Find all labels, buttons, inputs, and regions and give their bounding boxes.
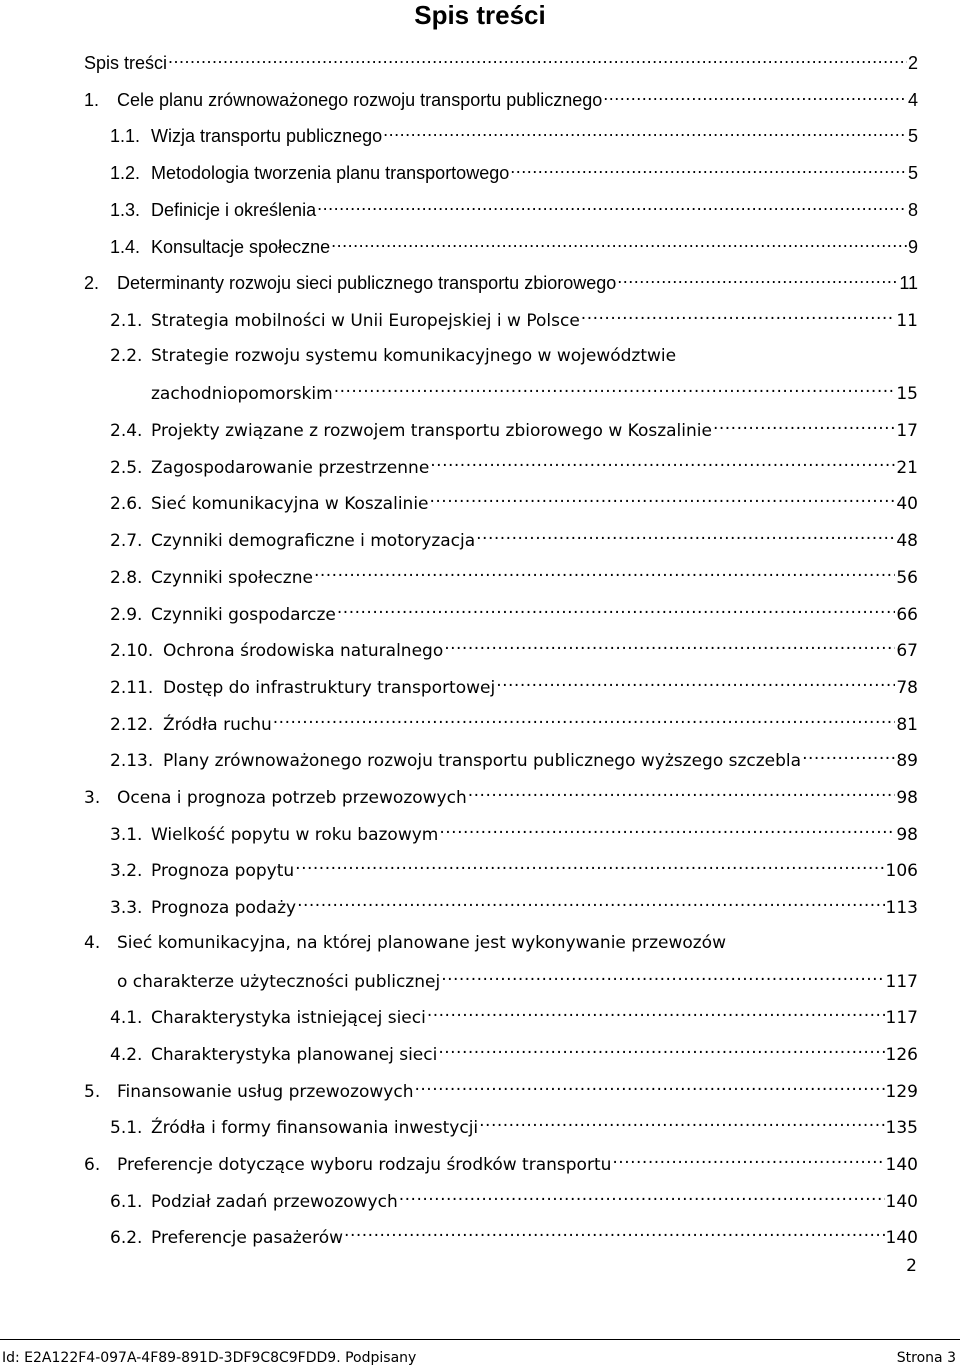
toc-leader-dots — [344, 1221, 885, 1243]
toc-entry-number: 3.3. — [110, 898, 143, 919]
toc-entry[interactable] — [84, 47, 918, 77]
toc-entry[interactable] — [110, 1038, 918, 1068]
toc-entry-title: Preferencje pasażerów — [151, 1228, 344, 1249]
toc-entry-title: Czynniki gospodarcze — [151, 604, 336, 625]
toc-entry-page: 15 — [896, 384, 918, 405]
toc-entry-title: Sieć komunikacyjna w Koszalinie — [151, 494, 429, 515]
toc-entry-number: 2.7. — [110, 531, 143, 552]
toc-entry-page: 56 — [896, 567, 918, 588]
toc-entry[interactable] — [110, 487, 918, 517]
toc-entry-title: Finansowanie usług przewozowych — [117, 1081, 414, 1102]
toc-leader-dots — [713, 414, 895, 436]
toc-entry-number: 2.1. — [110, 310, 143, 331]
toc-entry-page: 2 — [907, 53, 918, 73]
toc-entry-title: Wizja transportu publicznego — [151, 126, 383, 147]
toc-entry[interactable] — [110, 891, 918, 921]
toc-entry-number: 2.10. — [110, 641, 154, 662]
toc-leader-dots — [612, 1148, 884, 1170]
document-footer — [0, 1339, 960, 1370]
toc-entry-title: Ocena i prognoza potrzeb przewozowych — [117, 788, 467, 808]
toc-entry-page: 11 — [899, 273, 918, 294]
toc-entry[interactable] — [84, 928, 918, 958]
toc-entry-number: 3.1. — [110, 824, 143, 845]
toc-entry-title: Spis treści — [84, 53, 168, 73]
toc-entry[interactable] — [110, 120, 918, 150]
toc-entry-number: 2.2. — [110, 345, 143, 366]
toc-entry[interactable] — [110, 304, 918, 334]
toc-leader-dots — [468, 781, 896, 803]
toc-entry[interactable] — [84, 1075, 918, 1105]
toc-entry[interactable] — [84, 781, 918, 811]
toc-entry-page: 140 — [885, 1228, 918, 1249]
toc-entry-title-continuation: zachodniopomorskim — [151, 384, 333, 405]
toc-entry-page: 113 — [885, 898, 918, 919]
toc-entry[interactable] — [110, 598, 918, 628]
toc-entry-continuation[interactable] — [151, 377, 918, 407]
toc-leader-dots — [441, 965, 884, 987]
toc-entry-number: 2. — [84, 273, 100, 294]
toc-entry-number: 2.12. — [110, 714, 154, 735]
toc-entry-title: Źródła ruchu — [163, 714, 272, 735]
toc-leader-dots — [603, 84, 907, 106]
toc-entry-number: 2.11. — [110, 677, 154, 698]
toc-entry[interactable] — [110, 157, 918, 187]
toc-entry-page: 78 — [896, 677, 918, 698]
toc-leader-dots — [802, 744, 895, 766]
toc-entry-number: 6. — [84, 1155, 101, 1175]
footer-signature-id: Id: E2A122F4-097A-4F89-891D-3DF9C8C9FDD9. Podpisany — [2, 1350, 417, 1366]
toc-entry-page: 21 — [896, 457, 918, 478]
toc-entry-title: Sieć komunikacyjna, na której planowane jest wykonywanie przewozów — [117, 932, 726, 953]
toc-entry-number: 2.5. — [110, 457, 143, 478]
toc-leader-dots — [581, 304, 896, 326]
toc-entry-number: 3. — [84, 788, 101, 808]
toc-leader-dots — [510, 157, 907, 179]
toc-entry-page: 98 — [896, 788, 918, 808]
toc-entry-title: Preferencje dotyczące wyboru rodzaju środków transportu — [117, 1155, 612, 1175]
toc-entry-title: Prognoza podaży — [151, 898, 297, 919]
toc-entry-page: 106 — [885, 861, 918, 882]
toc-entry-number: 2.13. — [110, 751, 154, 772]
toc-entry-number: 1.3. — [110, 199, 141, 220]
toc-entry-title: Ochrona środowiska naturalnego — [163, 641, 444, 662]
toc-entry-number: 1.4. — [110, 236, 141, 257]
toc-entry-number: 1.1. — [110, 126, 141, 147]
toc-entry-page: 140 — [885, 1155, 918, 1175]
toc-entry-number: 5.1. — [110, 1118, 143, 1139]
toc-leader-dots — [427, 1001, 885, 1023]
toc-entry[interactable] — [110, 671, 918, 701]
toc-entry-number: 5. — [84, 1081, 101, 1102]
toc-entry-title: Metodologia tworzenia planu transportowego — [151, 163, 510, 184]
toc-entry[interactable] — [110, 1111, 918, 1141]
toc-entry-page: 126 — [885, 1044, 918, 1065]
toc-entry-title: Strategia mobilności w Unii Europejskiej i w Polsce — [151, 310, 580, 331]
toc-entry-title: Charakterystyka istniejącej sieci — [151, 1008, 426, 1029]
toc-entry-title: Konsultacje społeczne — [151, 236, 331, 257]
toc-leader-dots — [617, 267, 898, 289]
toc-entry-title: Projekty związane z rozwojem transportu zbiorowego w Koszalinie — [151, 421, 712, 441]
toc-entry-title: Czynniki demograficzne i motoryzacja — [151, 531, 476, 552]
toc-entry-title-continuation: o charakterze użyteczności publicznej — [117, 971, 441, 992]
toc-entry-number: 3.2. — [110, 861, 143, 882]
toc-entry-page: 11 — [896, 310, 918, 331]
toc-leader-dots — [297, 891, 884, 913]
toc-entry-page: 140 — [885, 1191, 918, 1212]
toc-entry[interactable] — [110, 1001, 918, 1031]
toc-leader-dots — [317, 194, 907, 216]
toc-leader-dots — [496, 671, 895, 693]
toc-entry-title: Podział zadań przewozowych — [151, 1191, 398, 1212]
toc-entry-page: 5 — [907, 163, 918, 184]
toc-entry-page: 9 — [907, 236, 918, 257]
toc-entry-title: Cele planu zrównoważonego rozwoju transportu publicznego — [117, 89, 603, 110]
toc-leader-dots — [479, 1111, 884, 1133]
toc-leader-dots — [331, 231, 907, 253]
toc-entry[interactable] — [110, 561, 918, 591]
toc-entry-page: 117 — [885, 1008, 918, 1029]
toc-entry-page: 67 — [896, 641, 918, 662]
toc-entry-page: 81 — [896, 714, 918, 735]
toc-entry[interactable] — [84, 267, 918, 297]
toc-entry-title: Charakterystyka planowanej sieci — [151, 1044, 438, 1065]
toc-entry[interactable] — [110, 231, 918, 261]
toc-entry-number: 4.2. — [110, 1044, 143, 1065]
toc-entry-title: Źródła i formy finansowania inwestycji — [151, 1118, 479, 1139]
toc-entry-page: 5 — [907, 126, 918, 147]
toc-entry-title: Czynniki społeczne — [151, 567, 313, 588]
toc-leader-dots — [273, 708, 896, 730]
toc-entry[interactable] — [110, 451, 918, 481]
toc-entry-page: 4 — [907, 89, 918, 110]
toc-entry[interactable] — [110, 341, 918, 371]
toc-entry[interactable] — [110, 744, 918, 774]
toc-entry-number: 2.9. — [110, 604, 143, 625]
toc-entry-page: 98 — [896, 824, 918, 845]
toc-entry-number: 6.1. — [110, 1191, 143, 1212]
toc-leader-dots — [438, 1038, 884, 1060]
toc-entry-page: 89 — [896, 751, 918, 772]
toc-leader-dots — [334, 377, 896, 399]
toc-leader-dots — [476, 524, 895, 546]
toc-entry-number: 6.2. — [110, 1228, 143, 1249]
toc-entry-number: 4.1. — [110, 1008, 143, 1029]
toc-entry-title: Definicje i określenia — [151, 199, 317, 220]
toc-leader-dots — [399, 1185, 885, 1207]
toc-entry-page: 66 — [896, 604, 918, 625]
toc-leader-dots — [337, 598, 895, 620]
toc-entry[interactable] — [84, 1148, 918, 1178]
toc-entry[interactable] — [110, 818, 918, 848]
toc-entry[interactable] — [110, 1185, 918, 1215]
toc-entry[interactable] — [84, 84, 918, 114]
toc-leader-dots — [314, 561, 895, 583]
toc-entry-page: 135 — [885, 1118, 918, 1139]
toc-entry-page: 17 — [896, 421, 918, 441]
toc-entry-number: 2.6. — [110, 494, 143, 515]
toc-entry[interactable] — [110, 524, 918, 554]
toc-entry[interactable] — [110, 634, 918, 664]
toc-entry-number: 4. — [84, 932, 101, 953]
toc-leader-dots — [383, 120, 907, 142]
toc-entry-title: Strategie rozwoju systemu komunikacyjnego w województwie — [151, 345, 677, 366]
toc-entry[interactable] — [110, 1221, 918, 1251]
toc-entry-page: 40 — [896, 494, 918, 515]
toc-entry-title: Determinanty rozwoju sieci publicznego transportu zbiorowego — [117, 273, 617, 294]
toc-entry-title: Dostęp do infrastruktury transportowej — [163, 677, 496, 698]
toc-entry-title: Plany zrównoważonego rozwoju transportu publicznego wyższego szczebla — [163, 751, 802, 772]
toc-entry[interactable] — [110, 414, 918, 444]
toc-leader-dots — [168, 47, 907, 69]
toc-entry-title: Wielkość popytu w roku bazowym — [151, 824, 439, 845]
toc-leader-dots — [430, 487, 896, 509]
toc-entry-continuation[interactable] — [117, 965, 918, 995]
toc-entry-number: 1.2. — [110, 163, 141, 184]
toc-leader-dots — [444, 634, 895, 656]
toc-leader-dots — [430, 451, 895, 473]
toc-leader-dots — [295, 854, 884, 876]
toc-entry-page: 48 — [896, 531, 918, 552]
toc-entry-number: 2.8. — [110, 567, 143, 588]
toc-entry-page: 117 — [885, 971, 918, 992]
footer-page-label: Strona 3 — [896, 1350, 956, 1366]
toc-entry-title: Prognoza popytu — [151, 861, 295, 882]
toc-entry-number: 1. — [84, 89, 100, 110]
toc-leader-dots — [439, 818, 895, 840]
toc-leader-dots — [414, 1075, 884, 1097]
toc-entry-page: 8 — [907, 199, 918, 220]
toc-entry-title: Zagospodarowanie przestrzenne — [151, 457, 430, 478]
toc-entry[interactable] — [110, 194, 918, 224]
toc-entry[interactable] — [110, 854, 918, 884]
toc-entry[interactable] — [110, 708, 918, 738]
page-number: 2 — [906, 1256, 917, 1276]
page-title: Spis treści — [414, 0, 546, 30]
toc-entry-page: 129 — [885, 1081, 918, 1102]
toc-entry-number: 2.4. — [110, 421, 143, 441]
